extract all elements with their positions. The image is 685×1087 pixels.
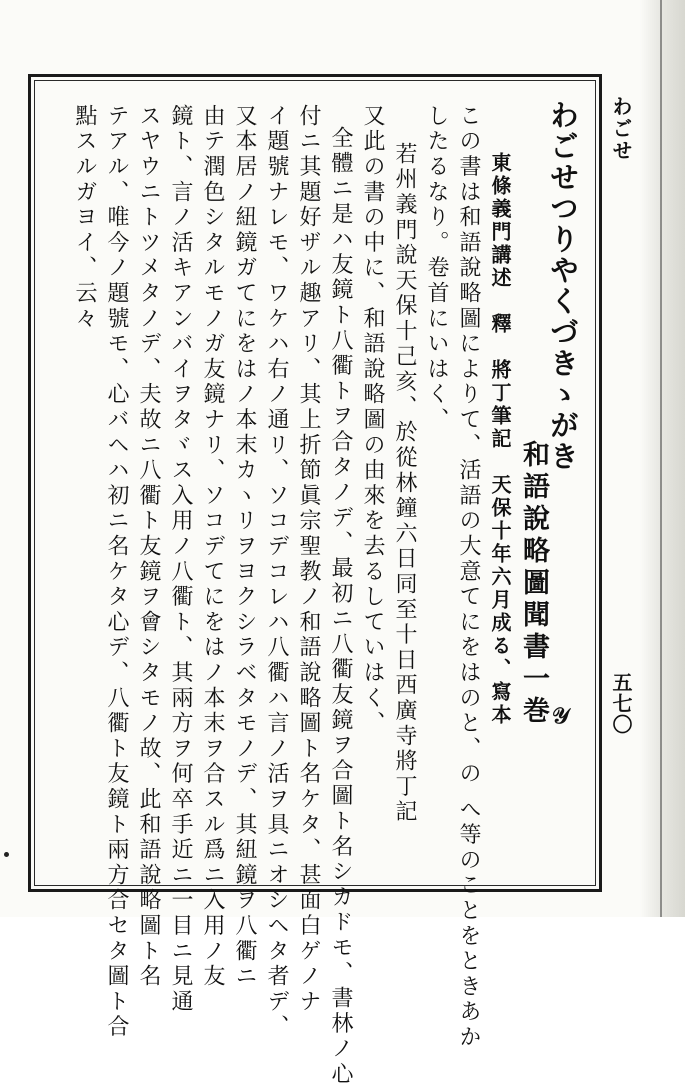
entry-title: 和語說略圖聞書一巻	[518, 440, 549, 728]
scan-edge	[640, 0, 685, 917]
body-column-6: 付ニ其題好ザル趣アリ、其上折節眞宗聖教ノ和語說略圖ト名ケタ、甚面白ゲノナ	[296, 104, 321, 1015]
margin-dot	[4, 852, 9, 857]
body-column-12: テアル、唯今ノ題號モ、心バヘハ初ニ名ケタ心デ、八衢ト友鏡ト兩方合セタ圖ト合	[104, 104, 129, 1041]
section-title: わごせつりやくづきゝがき	[546, 100, 580, 472]
body-column-10: 鏡ト、言ノ活キアンバイヲタヾス入用ノ八衢ト、其兩方ヲ何卒手近ニ一目ニ見通	[168, 104, 193, 1015]
entry-number-mark: 𝒴	[552, 704, 570, 729]
body-column-3: 若州義門說天保十己亥、於從林鐘六日同至十日西廣寺將丁記	[392, 142, 417, 826]
body-column-2: したるなり。卷首にいはく、	[424, 104, 449, 433]
entry-meta: 東條義門講述 釋 將丁筆記 天保十年六月成る、寫本	[488, 152, 512, 727]
body-column-7: イ題號ナレモ、ワケハ右ノ通リ、ソコデコレハ八衢ハ言ノ活ヲ具ニオシヘタ者デ、	[264, 104, 289, 1041]
body-column-8: 又本居ノ紐鏡ガてにをはノ本末カヽリヲヨクシラベタモノデ、其紐鏡ヲ八衢ニ	[232, 104, 257, 990]
body-column-4: 又此の書の中に、和語說略圖の由來を去るしていはく、	[360, 104, 385, 737]
body-column-13: 點スルガヨイ、云々	[72, 104, 97, 332]
page-number: 五七〇	[609, 672, 633, 735]
running-head: わごせ	[609, 96, 633, 162]
body-column-5: 全體ニ是ハ友鏡ト八衢トヲ合タノデ、最初ニ八衢友鏡ヲ合圖ト名シカドモ、書林ノ心	[328, 126, 353, 1087]
body-column-1: この書は和語說略圖によりて、活語の大意てにをはのと、の へ等のことをときあか	[456, 104, 481, 1051]
body-column-9: 由テ潤色シタルモノガ友鏡ナリ、ソコデてにをはノ本末ヲ合スル爲ニ入用ノ友	[200, 104, 225, 990]
scan-line	[660, 0, 662, 917]
body-column-11: スヤウニトツメタノデ、夫故ニ八衢ト友鏡ヲ會シタモノ故、此和語說略圖ト名	[136, 104, 161, 990]
